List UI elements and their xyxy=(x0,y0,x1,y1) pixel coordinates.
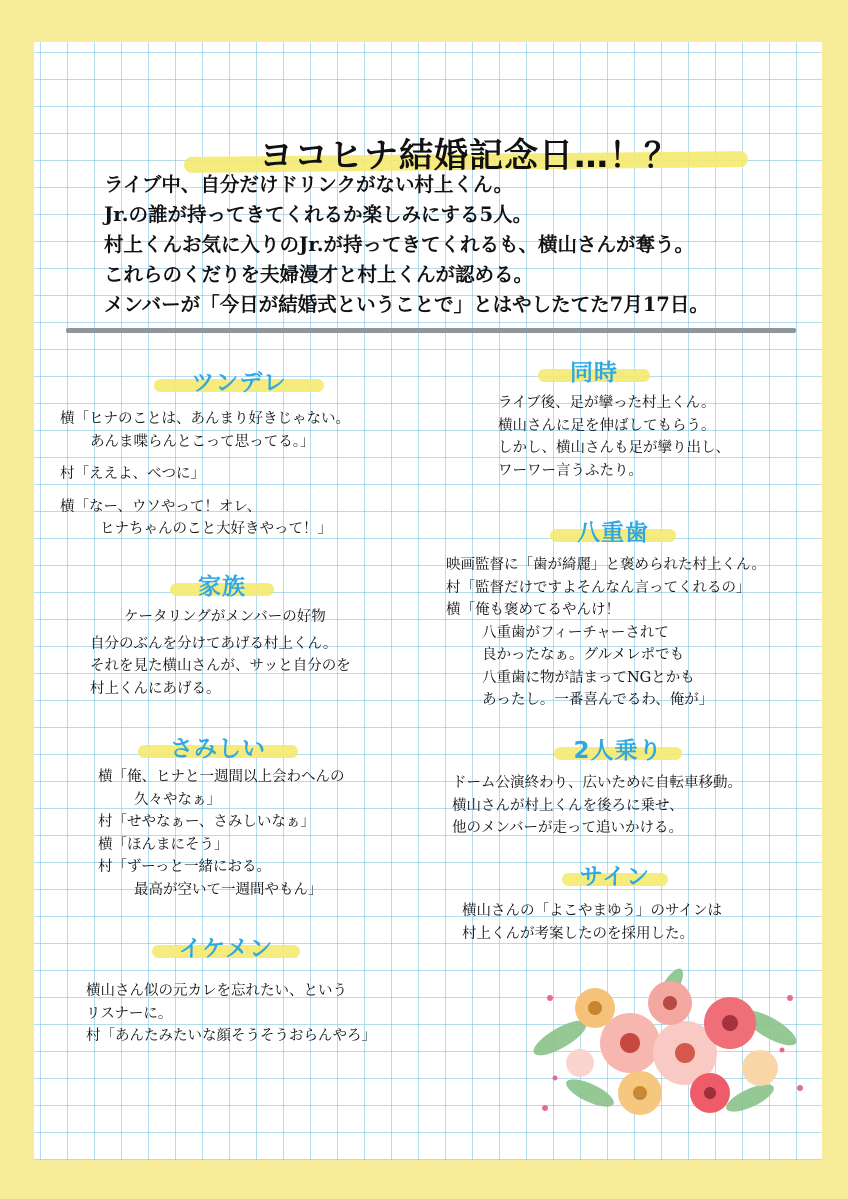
intro-line: これらのくだりを夫婦漫才と村上くんが認める。 xyxy=(104,263,534,286)
intro-text xyxy=(104,170,709,320)
text-line: 自分のぶんを分けてあげる村上くん。 xyxy=(90,635,338,652)
text-line: ドーム公演終わり、広いために自転車移動。 xyxy=(452,775,742,791)
heading-text: 2人乗り xyxy=(573,738,663,764)
text-line: しかし、横山さんも足が攣り出し、 xyxy=(498,440,730,456)
dialogue-line: 八重歯がフィーチャーされて xyxy=(482,624,669,641)
text-line: 村上くんにあげる。 xyxy=(90,680,221,697)
text-line: ライブ後、足が攣った村上くん。 xyxy=(498,395,716,411)
page-title: ヨコヒナ結婚記念日…！？ xyxy=(259,136,679,176)
heading-text: 八重歯 xyxy=(577,520,649,546)
intro-line: メンバーが「今日が結婚式ということで」とはやしたてた7月17日。 xyxy=(104,293,709,316)
dialogue-line: 横「ヒナのことは、あんまり好きじゃない。 xyxy=(60,411,350,427)
section-sign xyxy=(462,900,722,945)
text-line: それを見た横山さんが、サッと自分のを xyxy=(90,658,351,674)
section-yaeba xyxy=(446,554,766,712)
section-ikemen xyxy=(86,980,376,1048)
text-line: 他のメンバーが走って追いかける。 xyxy=(452,820,683,836)
heading-samishii xyxy=(138,730,298,760)
title-area xyxy=(184,84,754,184)
heading-tsundere xyxy=(154,364,324,394)
text-line: 横山さんが村上くんを後ろに乗せ、 xyxy=(452,797,684,814)
heading-text: イケメン xyxy=(178,936,274,962)
section-tsundere xyxy=(60,408,350,541)
heading-sign xyxy=(562,858,668,888)
dialogue-line: 横「俺も褒めてるやんけ！ xyxy=(446,602,620,618)
intro-line: Jr.の誰が持ってきてくれるか楽しみにする5人。 xyxy=(104,203,533,226)
dialogue-line: あんま喋らんとこって思ってる。」 xyxy=(90,433,315,450)
text-line: 映画監督に「歯が綺麗」と褒められた村上くん。 xyxy=(446,557,766,573)
dialogue-line: あったし。一番喜んでるわ、俺が」 xyxy=(482,692,714,708)
text-line: ワーワー言うふたり。 xyxy=(498,462,643,479)
dialogue-line: 久々やなぁ」 xyxy=(134,791,221,808)
dialogue-line: 村「ええよ、べつに」 xyxy=(60,466,205,482)
heading-text: ツンデレ xyxy=(191,370,287,396)
dialogue-line: 横「ほんまにそう」 xyxy=(98,836,229,853)
intro-line: 村上くんお気に入りのJr.が持ってきてくれるも、横山さんが奪う。 xyxy=(104,233,694,256)
heading-douji xyxy=(538,354,650,384)
dialogue-line: 八重歯に物が詰まってNGとかも xyxy=(482,669,695,686)
intro-line: ライブ中、自分だけドリンクがない村上くん。 xyxy=(104,173,514,196)
section-kazoku xyxy=(90,606,351,700)
section-divider xyxy=(66,328,796,333)
subtitle: ケータリングがメンバーの好物 xyxy=(124,609,326,625)
dialogue-line: 横「なー、ウソやって！オレ、 xyxy=(60,498,262,515)
text-line: 横山さんに足を伸ばしてもらう。 xyxy=(498,417,716,434)
heading-futarinori xyxy=(554,732,682,762)
heading-ikemen xyxy=(152,930,300,960)
text-line: 村上くんが考案したのを採用した。 xyxy=(462,925,694,942)
heading-text: さみしい xyxy=(170,736,266,762)
dialogue-line: 村「せやなぁー、さみしいなぁ」 xyxy=(98,814,315,830)
dialogue-line: ヒナちゃんのこと大好きやって！」 xyxy=(100,521,332,537)
text-line: リスナーに。 xyxy=(86,1005,173,1022)
dialogue-line: 良かったなぁ。グルメレポでも xyxy=(482,647,685,663)
heading-yaeba xyxy=(550,514,676,544)
dialogue-line: 村「ずーっと一緒におる。 xyxy=(98,859,271,875)
flower-bouquet-icon xyxy=(520,968,820,1128)
section-douji xyxy=(498,392,730,482)
heading-kazoku xyxy=(170,568,274,598)
dialogue-line: 村「監督だけですよそんなん言ってくれるの」 xyxy=(446,579,751,596)
dialogue-line: 最高が空いて一週間やもん」 xyxy=(134,881,323,898)
heading-text: 家族 xyxy=(198,574,246,600)
section-samishii xyxy=(98,766,345,901)
dialogue-line: 横「俺、ヒナと一週間以上会わへんの xyxy=(98,769,345,785)
dialogue-line: 村「あんたみたいな顔そうそうおらんやろ」 xyxy=(86,1028,376,1044)
text-line: 横山さん似の元カレを忘れたい、という xyxy=(86,983,347,999)
text-line: 横山さんの「よこやまゆう」のサインは xyxy=(462,903,722,919)
section-futarinori xyxy=(452,772,742,840)
heading-text: サイン xyxy=(579,864,651,890)
heading-text: 同時 xyxy=(570,360,618,386)
grid-paper-sheet xyxy=(34,42,822,1160)
